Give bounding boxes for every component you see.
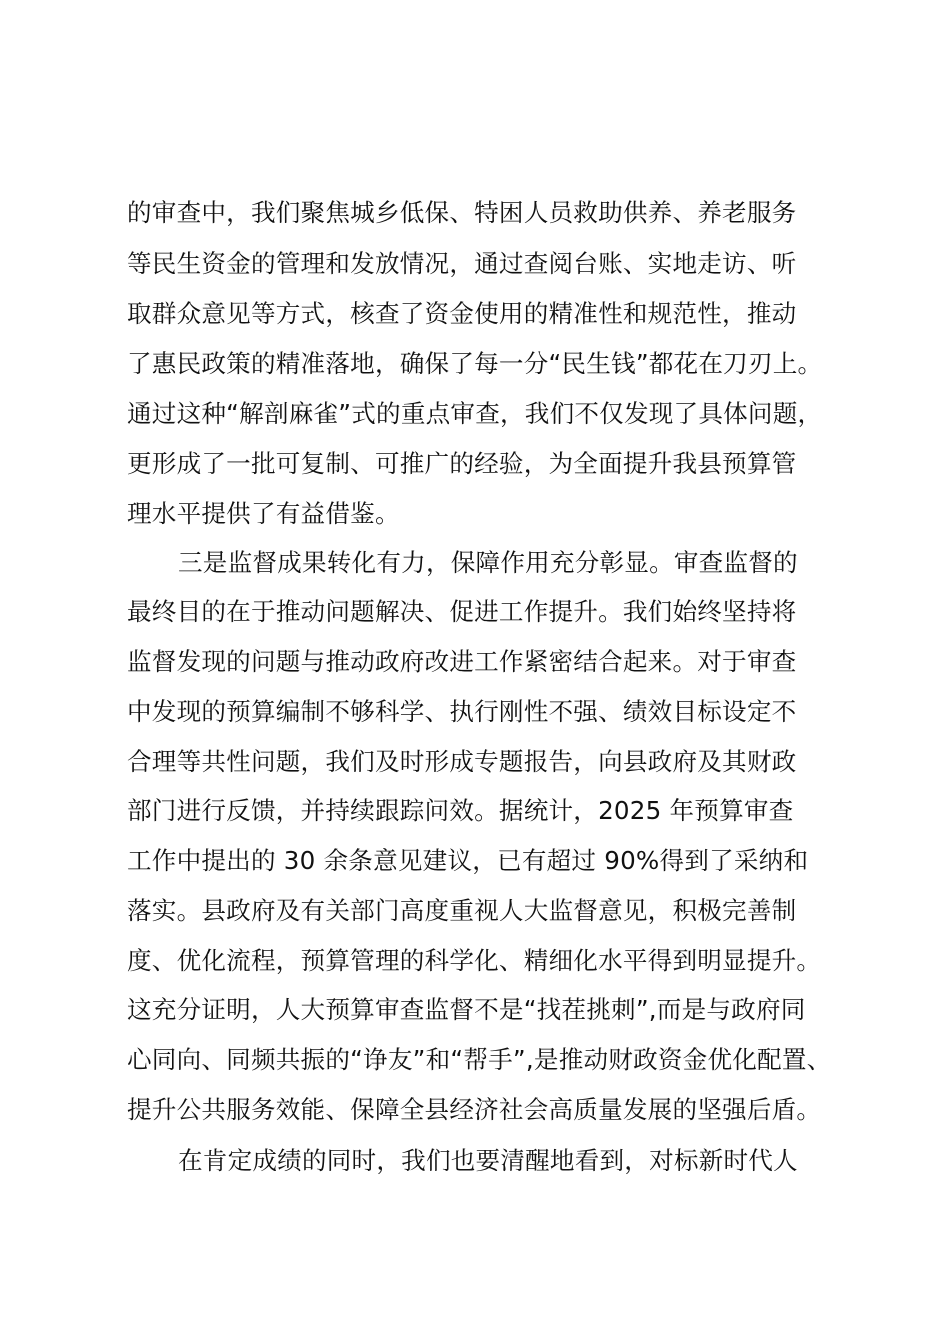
text-line: 提升公共服务效能、保障全县经济社会高质量发展的坚强后盾。 [127, 1095, 822, 1124]
text-line: 通过这种“解剖麻雀”式的重点审查，我们不仅发现了具体问题， [127, 399, 823, 428]
text-line: 合理等共性问题，我们及时形成专题报告，向县政府及其财政 [127, 747, 797, 776]
text-line: 监督发现的问题与推动政府改进工作紧密结合起来。对于审查 [127, 647, 797, 676]
text-line: 的审查中，我们聚焦城乡低保、特困人员救助供养、养老服务 [127, 198, 797, 227]
text-line: 取群众意见等方式，核查了资金使用的精准性和规范性，推动 [127, 299, 797, 328]
text-line: 了惠民政策的精准落地，确保了每一分“民生钱”都花在刀刃上。 [127, 349, 823, 378]
text-line: 心同向、同频共振的“诤友”和“帮手”,是推动财政资金优化配置、 [127, 1045, 832, 1074]
paragraph-first-line: 三是监督成果转化有力，保障作用充分彰显。审查监督的 [178, 548, 798, 577]
text-line: 部门进行反馈，并持续跟踪问效。据统计，2025 年预算审查 [127, 796, 794, 825]
text-line: 最终目的在于推动问题解决、促进工作提升。我们始终坚持将 [127, 597, 797, 626]
paragraph-first-line: 在肯定成绩的同时，我们也要清醒地看到，对标新时代人 [178, 1146, 798, 1175]
text-line: 理水平提供了有益借鉴。 [127, 499, 400, 528]
text-line: 更形成了一批可复制、可推广的经验，为全面提升我县预算管 [127, 449, 797, 478]
text-line: 这充分证明，人大预算审查监督不是“找茬挑刺”,而是与政府同 [127, 995, 806, 1024]
text-line: 度、优化流程，预算管理的科学化、精细化水平得到明显提升。 [127, 946, 822, 975]
text-line: 中发现的预算编制不够科学、执行刚性不强、绩效目标设定不 [127, 697, 797, 726]
text-line: 等民生资金的管理和发放情况，通过查阅台账、实地走访、听 [127, 249, 797, 278]
text-line: 落实。县政府及有关部门高度重视人大监督意见，积极完善制 [127, 896, 797, 925]
text-line: 工作中提出的 30 余条意见建议，已有超过 90%得到了采纳和 [127, 846, 809, 875]
